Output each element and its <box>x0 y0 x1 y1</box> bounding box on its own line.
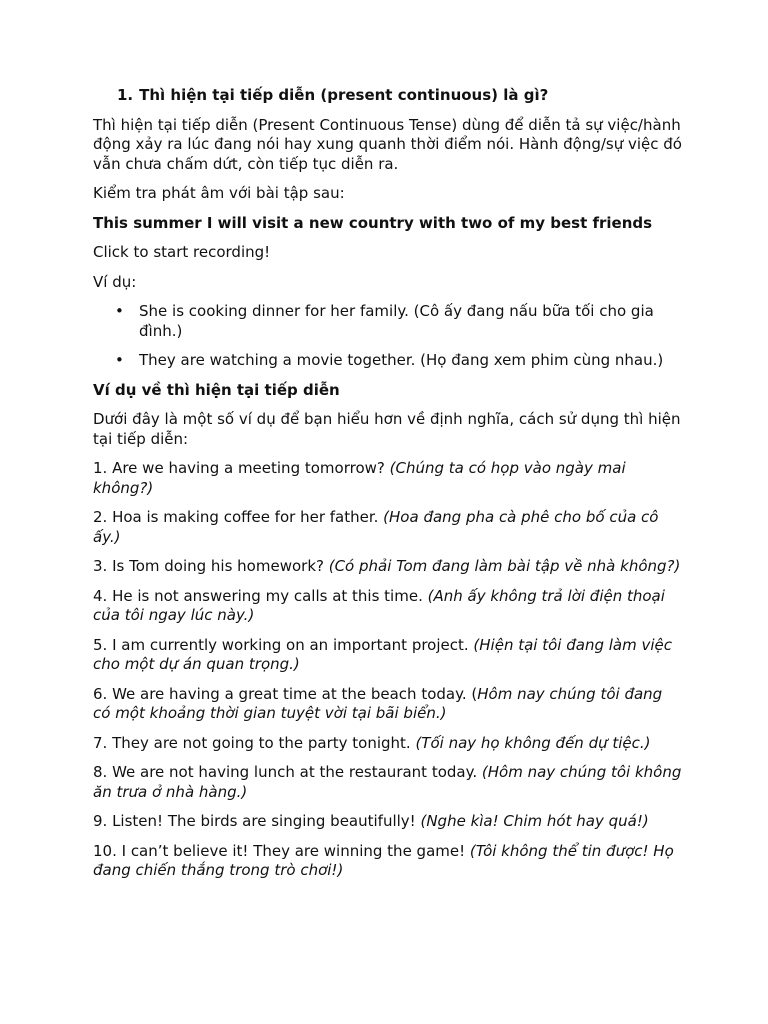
example-translation: (Hoa đang pha cà phê cho bố của cô ấy.) <box>93 508 659 546</box>
example-item <box>93 685 683 724</box>
pronunciation-prompt: Kiểm tra phát âm với bài tập sau: <box>93 184 345 202</box>
practice-sentence: This summer I will visit a new country with two of my best friends <box>93 213 653 232</box>
example-item <box>93 842 683 881</box>
example-item <box>93 587 683 626</box>
example-english: 5. I am currently working on an important project. <box>93 635 474 654</box>
bullet-item <box>93 351 683 371</box>
examples-heading: Ví dụ về thì hiện tại tiếp diễn <box>93 380 340 399</box>
example-english: 9. Listen! The birds are singing beautifully! <box>93 812 421 830</box>
example-translation: (Hiện tại tôi đang làm việc cho một dự án quan trọng.) <box>93 635 672 673</box>
example-translation: (Tôi không thể tin được! Họ đang chiến thắng trong trò chơi!) <box>93 841 674 879</box>
bullet-dot-icon: • <box>115 351 124 369</box>
example-translation: (Chúng ta có họp vào ngày mai không?) <box>93 459 626 497</box>
example-english: 10. I can’t believe it! They are winning the game! <box>93 841 470 860</box>
example-item <box>93 508 683 547</box>
example-english: 4. He is not answering my calls at this time. <box>93 586 428 605</box>
example-english: 3. Is Tom doing his homework? <box>93 557 329 575</box>
example-bullet-list <box>93 302 683 371</box>
example-item <box>93 459 683 498</box>
example-translation: (Tối nay họ không đến dự tiệc.) <box>415 733 651 752</box>
example-item <box>93 734 683 754</box>
bullet-text: They are watching a movie together. (Họ đang xem phim cùng nhau.) <box>139 351 664 369</box>
example-translation: (Có phải Tom đang làm bài tập về nhà không?) <box>328 557 681 575</box>
example-translation: (Anh ấy không trả lời điện thoại của tôi ngay lúc này.) <box>93 586 665 624</box>
example-english: 6. We are having a great time at the beach today. ( <box>93 684 478 703</box>
example-label: Ví dụ: <box>93 272 137 291</box>
bullet-dot-icon: • <box>115 302 124 320</box>
bullet-item <box>93 302 683 341</box>
example-item <box>93 763 683 802</box>
heading-text: Thì hiện tại tiếp diễn (present continuous) là gì? <box>139 86 549 104</box>
example-english: 7. They are not going to the party tonight. <box>93 733 416 752</box>
definition-paragraph: Thì hiện tại tiếp diễn (Present Continuous Tense) dùng để diễn tả sự việc/hành động xảy ra lúc đang nói hay xung quanh thời điểm nói. Hành động/sự việc đó vẫn chưa chấm dứt, còn tiếp tục diễn ra. <box>93 115 682 173</box>
document-content <box>93 86 683 891</box>
example-item <box>93 636 683 675</box>
example-translation: Hôm nay chúng tôi đang có một khoảng thời gian tuyệt vời tại bãi biển.) <box>93 684 663 722</box>
example-item <box>93 557 683 577</box>
bullet-text: She is cooking dinner for her family. (Cô ấy đang nấu bữa tối cho gia đình.) <box>139 302 654 340</box>
example-item <box>93 812 683 832</box>
record-prompt[interactable]: Click to start recording! <box>93 243 271 261</box>
section-heading <box>93 86 683 106</box>
examples-intro: Dưới đây là một số ví dụ để bạn hiểu hơn về định nghĩa, cách sử dụng thì hiện tại tiếp diễn: <box>93 410 681 448</box>
heading-number: 1. <box>117 86 134 104</box>
example-translation: (Nghe kìa! Chim hót hay quá!) <box>420 812 649 830</box>
example-english: 8. We are not having lunch at the restaurant today. <box>93 763 482 781</box>
example-translation: (Hôm nay chúng tôi không ăn trưa ở nhà hàng.) <box>93 763 682 801</box>
example-english: 1. Are we having a meeting tomorrow? <box>93 459 390 477</box>
example-english: 2. Hoa is making coffee for her father. <box>93 508 384 526</box>
